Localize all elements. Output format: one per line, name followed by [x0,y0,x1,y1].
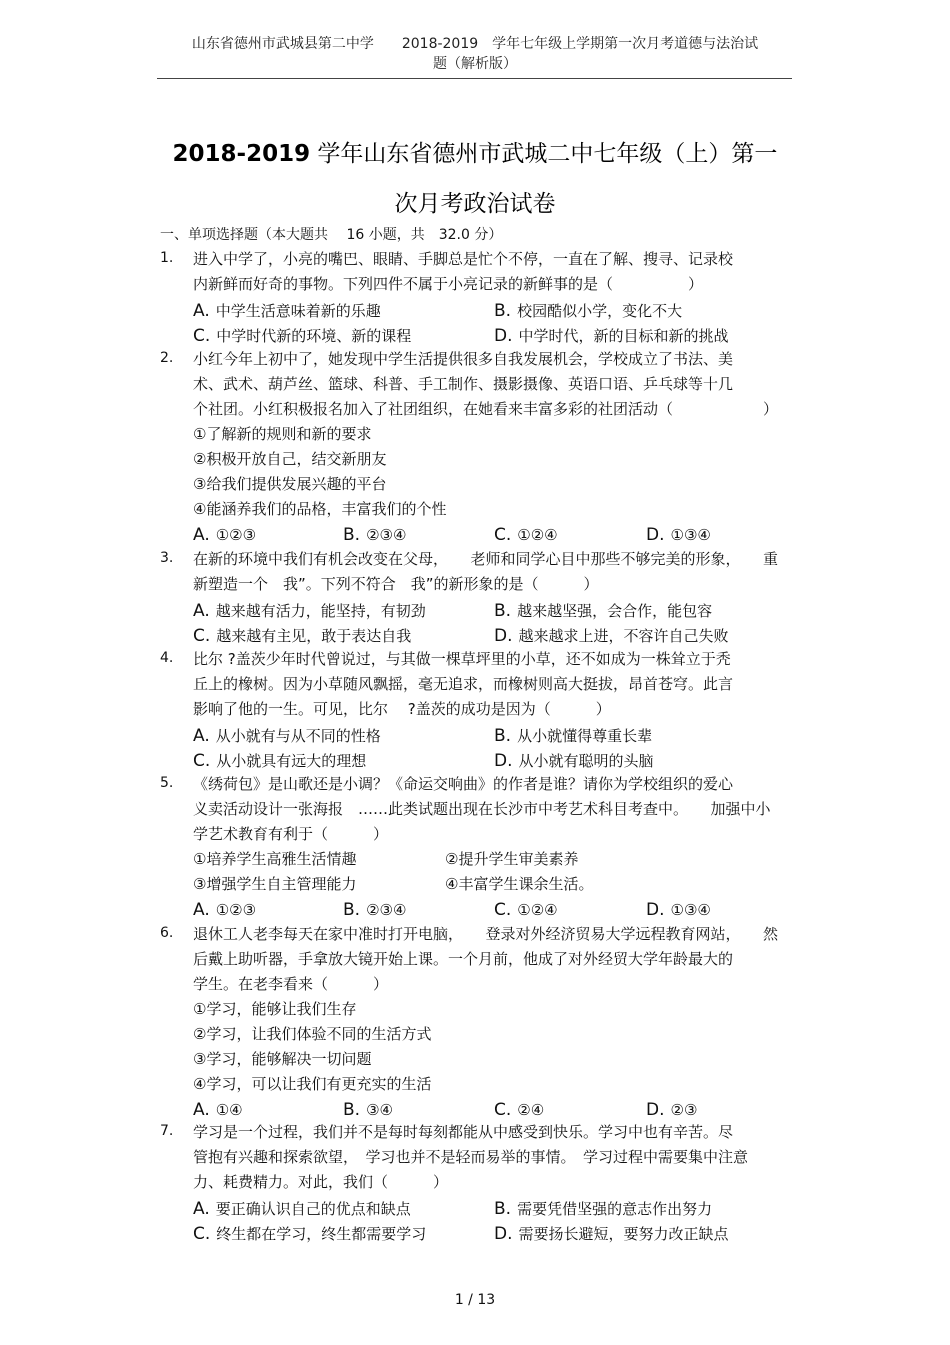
option-text: 越来越有主见，敢于表达自我 [216,627,412,645]
answer-option [494,600,712,621]
option-letter: C. [193,1224,211,1244]
answer-option [193,300,381,321]
option-text: 从小就有聪明的头脑 [518,752,654,770]
answer-option [193,1223,426,1244]
statement-item: ④丰富学生课余生活。 [445,875,594,893]
option-letter: B. [494,301,512,321]
option-letter: B. [494,1199,512,1219]
answer-option [646,1100,697,1120]
option-letter: A. [193,1100,210,1120]
statement-item: ①培养学生高雅生活情趣 [193,850,357,868]
option-letter: A. [193,301,210,321]
option-text: ①②④ [517,526,558,544]
option-letter: D. [494,326,513,346]
option-letter: C. [494,900,512,920]
answer-option [494,525,558,545]
statement-item: ③给我们提供发展兴趣的平台 [193,475,387,493]
statement-item: ②提升学生审美素养 [445,850,579,868]
statement-item: ④能涵养我们的品格，丰富我们的个性 [193,500,447,518]
option-text: 要正确认识自己的优点和缺点 [215,1200,411,1218]
header-line-2: 题（解析版） [433,56,517,72]
question-text-line: 新塑造一个 我”。下列不符合 我”的新形象的是（ ） [193,575,599,593]
question-text-line: 在新的环境中我们有机会改变在父母， 老师和同学心目中那些不够完美的形象， 重 [193,550,779,568]
answer-option [193,325,411,346]
option-text: ③④ [366,1101,393,1119]
option-text: 中学时代新的环境、新的课程 [216,327,412,345]
question-text-line: 影响了他的一生。可见，比尔 ?盖茨的成功是因为（ ） [193,700,611,718]
question-text-line: 管抱有兴趣和探索欲望， 学习也并不是轻而易举的事情。 学习过程中需要集中注意 [193,1148,749,1166]
option-letter: B. [343,525,361,545]
answer-option [193,900,256,920]
answer-option [193,1198,411,1219]
option-letter: C. [193,751,211,771]
option-letter: D. [646,1100,665,1120]
answer-option [193,1100,243,1120]
answer-option [193,725,381,746]
answer-option [494,1223,729,1244]
page-number: 1 / 13 [454,1292,496,1308]
option-letter: D. [494,626,513,646]
option-letter: D. [494,751,513,771]
question-number: 3. [160,550,174,566]
option-text: ①②③ [215,526,257,544]
statement-item: ③增强学生自主管理能力 [193,875,357,893]
answer-option [494,625,729,646]
answer-option [193,525,256,545]
question-number: 5. [160,775,174,791]
header-line-1: 山东省德州市武城县第二中学 2018-2019 学年七年级上学期第一次月考道德与法治试 [191,36,759,52]
section-heading: 一、单项选择题（本大题共 16 小题，共 32.0 分） [160,227,503,243]
option-letter: C. [193,626,211,646]
statement-item: ④学习，可以让我们有更充实的生活 [193,1075,432,1093]
option-text: 需要凭借坚强的意志作出努力 [517,1200,713,1218]
option-text: 越来越坚强，会合作，能包容 [517,602,713,620]
statement-item: ②积极开放自己，结交新朋友 [193,450,387,468]
title-year: 2018-2019 [172,141,311,167]
option-letter: C. [193,326,211,346]
answer-option [494,1198,712,1219]
statement-item: ①学习，能够让我们生存 [193,1000,357,1018]
option-letter: A. [193,525,210,545]
option-text: 校园酷似小学，变化不大 [517,302,683,320]
question-text-line: 《绣荷包》是山歌还是小调？《命运交响曲》的作者是谁？请你为学校组织的爱心 [193,775,734,793]
option-text: 中学时代，新的目标和新的挑战 [518,327,729,345]
option-letter: A. [193,900,210,920]
option-letter: B. [494,726,512,746]
option-letter: D. [646,525,665,545]
answer-option [494,725,652,746]
answer-option [494,325,729,346]
option-text: ①②④ [517,901,558,919]
question-text-line: 内新鲜而好奇的事物。下列四件不属于小亮记录的新鲜事的是（ ） [193,275,704,293]
answer-option [343,900,406,920]
option-letter: B. [343,900,361,920]
question-text-line: 丘上的橡树。因为小草随风飘摇，毫无追求，而橡树则高大挺拔，昂首苍穹。此言 [193,675,734,693]
question-text-line: 术、武术、葫芦丝、篮球、科普、手工制作、摄影摄像、英语口语、乒乓球等十几 [193,375,734,393]
option-text: 越来越有活力，能坚持，有韧劲 [215,602,426,620]
question-number: 4. [160,650,174,666]
option-text: 越来越求上进，不容许自己失败 [518,627,729,645]
answer-option [494,750,654,771]
title-rest: 学年山东省德州市武城二中七年级（上）第一 [310,141,778,167]
option-text: ②③ [670,1101,698,1119]
statement-item: ③学习，能够解决一切问题 [193,1050,372,1068]
option-letter: B. [494,601,512,621]
option-text: ②③④ [366,901,407,919]
question-text-line: 学艺术教育有利于（ ） [193,825,389,843]
option-letter: C. [494,525,512,545]
answer-option [494,1100,544,1120]
option-text: ①③④ [670,526,711,544]
question-text-line: 学生。在老李看来（ ） [193,975,389,993]
answer-option [343,1100,393,1120]
exam-title-line-2: 次月考政治试卷 [394,191,556,217]
header-divider [157,78,792,79]
answer-option [494,900,558,920]
option-letter: C. [494,1100,512,1120]
option-letter: A. [193,726,210,746]
answer-option [193,625,411,646]
question-number: 6. [160,925,174,941]
option-text: 从小就有与从不同的性格 [215,727,381,745]
answer-option [193,750,366,771]
option-letter: D. [646,900,665,920]
option-text: ①④ [215,1101,243,1119]
page-header [155,34,795,74]
option-text: 终生都在学习，终生都需要学习 [216,1225,427,1243]
option-text: ②④ [517,1101,545,1119]
exam-title-line-1 [120,135,830,168]
question-text-line: 学习是一个过程，我们并不是每时每刻都能从中感受到快乐。学习中也有辛苦。尽 [193,1123,734,1141]
answer-option [646,900,711,920]
option-letter: D. [494,1224,513,1244]
option-text: 从小就懂得尊重长辈 [517,727,653,745]
question-text-line: 小红今年上初中了，她发现中学生活提供很多自我发展机会，学校成立了书法、美 [193,350,734,368]
question-text-line: 进入中学了，小亮的嘴巴、眼睛、手脚总是忙个不停，一直在了解、搜寻、记录校 [193,250,734,268]
question-number: 1. [160,250,174,266]
answer-option [193,600,426,621]
option-letter: B. [343,1100,361,1120]
question-text-line: 个社团。小红积极报名加入了社团组织，在她看来丰富多彩的社团活动（ ） [193,400,779,418]
option-text: 中学生活意味着新的乐趣 [215,302,381,320]
option-text: 需要扬长避短，要努力改正缺点 [518,1225,729,1243]
question-number: 2. [160,350,174,366]
question-text-line: 后戴上助听器，手拿放大镜开始上课。一个月前，他成了对外经贸大学年龄最大的 [193,950,734,968]
option-text: ①②③ [215,901,257,919]
option-letter: A. [193,1199,210,1219]
option-text: 从小就具有远大的理想 [216,752,367,770]
option-text: ①③④ [670,901,711,919]
question-text-line: 义卖活动设计一张海报 ……此类试题出现在长沙市中考艺术科目考查中。 加强中小 [193,800,771,818]
question-number: 7. [160,1123,174,1139]
option-letter: A. [193,601,210,621]
question-text-line: 比尔 ?盖茨少年时代曾说过，与其做一棵草坪里的小草，还不如成为一株耸立于秃 [193,650,731,668]
statement-item: ①了解新的规则和新的要求 [193,425,372,443]
answer-option [343,525,406,545]
question-text-line: 退休工人老李每天在家中准时打开电脑， 登录对外经济贸易大学远程教育网站， 然 [193,925,779,943]
option-text: ②③④ [366,526,407,544]
answer-option [646,525,711,545]
question-text-line: 力、耗费精力。对此，我们（ ） [193,1173,449,1191]
answer-option [494,300,682,321]
statement-item: ②学习，让我们体验不同的生活方式 [193,1025,432,1043]
